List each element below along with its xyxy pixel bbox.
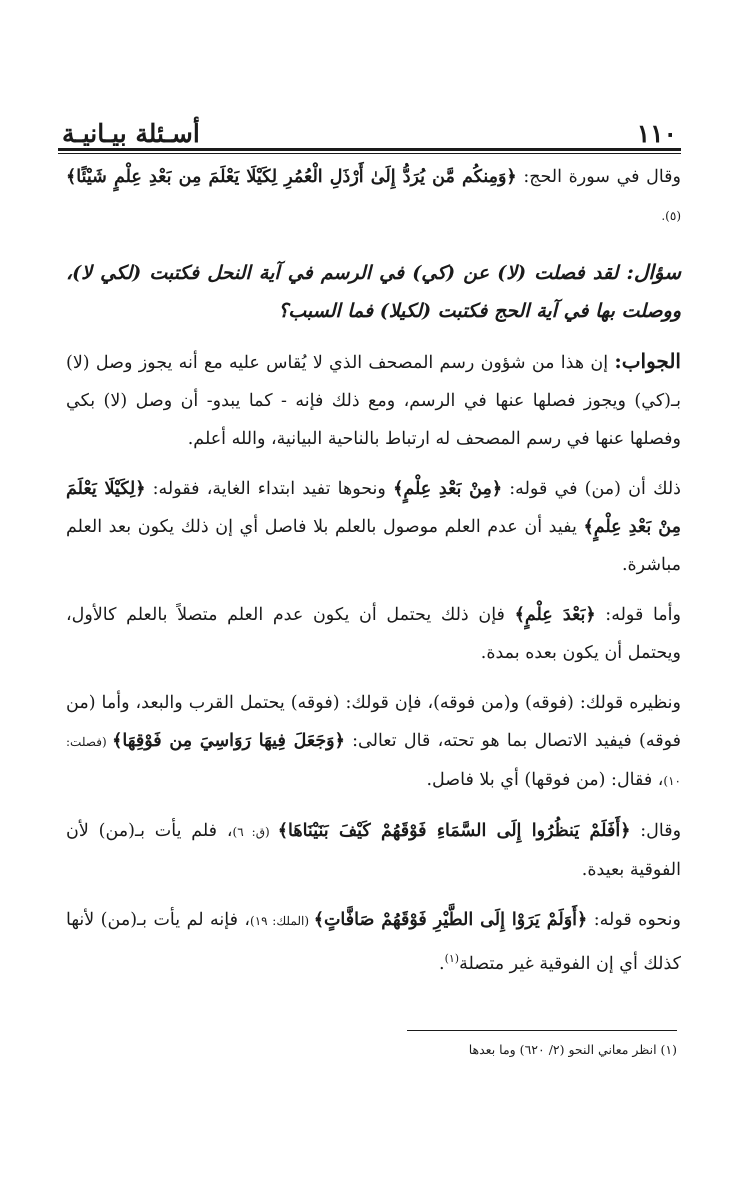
verse-reference: (الملك: ١٩) bbox=[250, 914, 314, 928]
text-span: فإن ذلك يحتمل أن يكون عدم العلم متصلاً بالعلم كالأول، ويحتمل أن يكون بعده بمدة. bbox=[66, 605, 681, 663]
text-span: ونحوه قوله: bbox=[587, 910, 681, 930]
paragraph-min bbox=[66, 470, 681, 584]
text-span: وقال: bbox=[630, 821, 682, 841]
text-span: ونحوها تفيد ابتداء الغاية، فقوله: bbox=[145, 479, 394, 499]
footnote: (١) انظر معاني النحو (٢/ ٦٢٠) وما بعدها bbox=[468, 1042, 677, 1057]
footnote-divider bbox=[407, 1030, 677, 1031]
running-head bbox=[62, 112, 677, 148]
quran-verse: ﴿بَعْدَ عِلْمٍ﴾ bbox=[514, 605, 596, 625]
verse-reference: (فصلت: ١٠) bbox=[66, 735, 681, 788]
quran-verse: ﴿لِكَيْلَا يَعْلَمَ مِنْ بَعْدِ عِلْمٍ﴾ bbox=[66, 479, 682, 537]
text-span: ، فقال: (من فوقها) أي بلا فاصل. bbox=[426, 770, 664, 790]
text-span: وأما قوله: bbox=[595, 605, 681, 625]
quran-verse: ﴿مِنْ بَعْدِ عِلْمٍ﴾ bbox=[393, 479, 503, 499]
text-span: وقال في سورة الحج: bbox=[516, 167, 682, 187]
quran-verse: ﴿أَفَلَمْ يَنظُرُوا إِلَى السَّمَاءِ فَوْقَهُمْ كَيْفَ بَنَيْنَاهَا﴾ bbox=[277, 821, 631, 841]
page-number: ١١٠ bbox=[636, 119, 677, 148]
question-paragraph bbox=[66, 253, 681, 330]
answer-label: الجواب: bbox=[614, 349, 681, 373]
paragraph-mulk bbox=[66, 901, 681, 983]
verse-reference: (ق: ٦) bbox=[232, 825, 278, 839]
verse-reference: (٥). bbox=[661, 209, 681, 223]
text-span: ذلك أن (من) في قوله: bbox=[502, 479, 681, 499]
answer-text: إن هذا من شؤون رسم المصحف الذي لا يُقاس عليه مع أنه يجوز وصل (لا) بـ(كي) ويجوز فصلها عنها في الرسم، ومع ذلك فإنه - كما يبدو- أن وصل (لا) بكي وفصلها عنها في رسم المصحف له ارتباط بالناحية البيانية، والله أعلم. bbox=[66, 353, 681, 449]
quran-verse: ﴿أَوَلَمْ يَرَوْا إِلَى الطَّيْرِ فَوْقَهُمْ صَافَّاتٍ﴾ bbox=[313, 910, 588, 930]
paragraph-qaf bbox=[66, 812, 681, 889]
footnote-marker[interactable]: (١) bbox=[444, 952, 460, 965]
quran-verse: ﴿وَجَعَلَ فِيهَا رَوَاسِيَ مِن فَوْقِهَا﴾ bbox=[112, 731, 345, 751]
text-span: . bbox=[439, 953, 445, 974]
answer-paragraph bbox=[66, 342, 681, 458]
question-text: لقد فصلت (لا) عن (كي) في الرسم في آية النحل فكتبت (لكي لا)، ووصلت بها في آية الحج فكتبت (لكيلا) فما السبب؟ bbox=[66, 262, 681, 322]
text-span: ، فلم يأت بـ(من) لأن الفوقية بعيدة. bbox=[66, 821, 681, 880]
text-span: ، فإنه لم يأت بـ(من) لأنها كذلك أي إن الفوقية غير متصلة bbox=[66, 910, 681, 974]
text-span: يفيد أن عدم العلم موصول بالعلم بلا فاصل أي إن ذلك يكون بعد العلم مباشرة. bbox=[66, 517, 681, 575]
paragraph-bad bbox=[66, 596, 681, 672]
quran-verse: ﴿وَمِنكُم مَّن يُرَدُّ إِلَىٰ أَرْذَلِ الْعُمُرِ لِكَيْلَا يَعْلَمَ مِن بَعْدِ عِلْمٍ شَيْئًا﴾ bbox=[66, 167, 517, 187]
body-text bbox=[66, 158, 681, 995]
text-span: ونظيره قولك: (فوقه) و(من فوقه)، فإن قولك: (فوقه) يحتمل القرب والبعد، وأما (من فوقه) فيفيد الاتصال بما هو تحته، قال تعالى: bbox=[66, 693, 682, 751]
paragraph-fawqahu bbox=[66, 684, 681, 800]
paragraph-hajj-verse bbox=[66, 158, 681, 235]
question-label: سؤال: bbox=[626, 260, 681, 284]
running-title: أسـئلة بيـانيـة bbox=[62, 119, 200, 148]
header-rule bbox=[58, 148, 681, 154]
